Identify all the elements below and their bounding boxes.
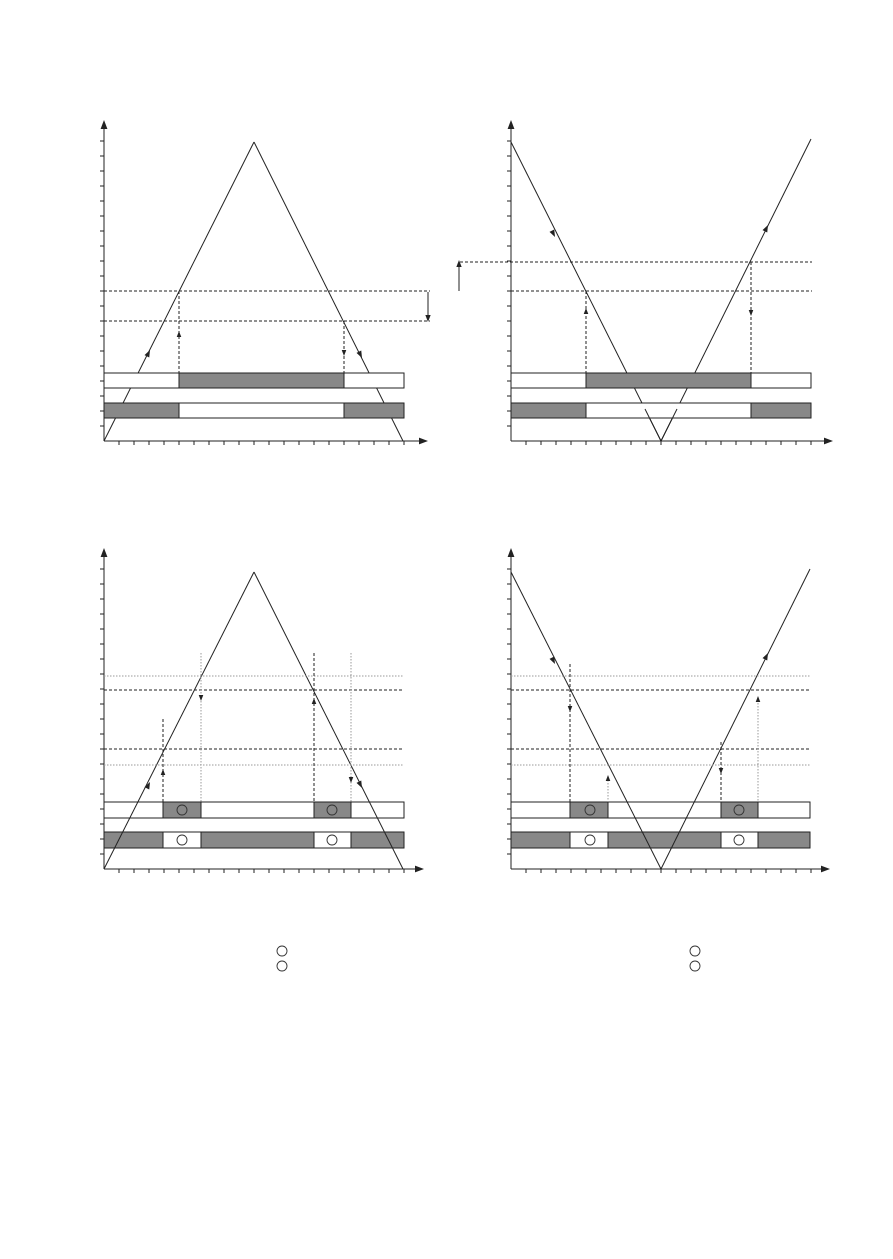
output-bar-upper-segment: [721, 802, 758, 818]
signal-falling-edge: [511, 572, 661, 869]
output-bar-upper-segment: [758, 802, 810, 818]
signal-direction-arrow: [762, 225, 768, 232]
output-bar-lower-segment: [511, 832, 570, 848]
output-bar-upper-segment: [179, 373, 344, 388]
switch-arrow: [199, 695, 204, 701]
signal-direction-arrow: [356, 351, 362, 358]
legend-circle-marker: [690, 946, 700, 956]
signal-direction-arrow: [549, 657, 555, 664]
switch-arrow: [342, 350, 347, 356]
signal-direction-arrow: [762, 653, 768, 660]
panel-rising-then-falling-hysteresis: [100, 120, 431, 445]
signal-rising-edge: [104, 572, 254, 869]
y-axis-arrowhead: [101, 548, 108, 557]
output-bar-lower-segment: [721, 832, 758, 848]
signal-rising-edge: [661, 569, 810, 869]
signal-direction-arrow: [144, 350, 150, 357]
output-bar-lower-segment: [314, 832, 351, 848]
legend-circle-marker: [690, 961, 700, 971]
output-bar-lower-segment: [201, 832, 314, 848]
switch-arrow: [749, 310, 754, 316]
x-axis-arrowhead: [821, 866, 830, 873]
legend-circle-marker: [277, 946, 287, 956]
output-bar-upper-segment: [586, 373, 751, 388]
marker-legends: [277, 946, 700, 971]
switch-arrow: [606, 775, 611, 781]
output-bar-upper-segment: [751, 373, 811, 388]
switch-arrow: [568, 706, 573, 712]
output-bar-lower-segment: [751, 403, 811, 418]
output-bar-upper-segment: [201, 802, 314, 818]
output-bar-lower-segment: [163, 832, 201, 848]
output-bar-upper-segment: [351, 802, 404, 818]
legend-circle-marker: [277, 961, 287, 971]
hysteresis-arrow: [456, 260, 461, 267]
output-bar-lower-segment: [179, 403, 344, 418]
switch-arrow: [349, 777, 354, 783]
switch-arrow: [161, 769, 166, 775]
output-bar-upper-segment: [314, 802, 351, 818]
switch-arrow: [756, 696, 761, 702]
output-bar-lower-segment: [570, 832, 608, 848]
switch-arrow: [177, 331, 182, 337]
x-axis-arrowhead: [415, 866, 424, 873]
output-bar-upper-segment: [570, 802, 608, 818]
output-bar-lower-segment: [104, 403, 179, 418]
signal-direction-arrow: [356, 781, 362, 788]
output-bar-upper-segment: [163, 802, 201, 818]
x-axis-arrowhead: [824, 438, 833, 445]
output-bar-upper-segment: [608, 802, 721, 818]
signal-direction-arrow: [549, 230, 555, 237]
output-bar-upper-segment: [511, 373, 586, 388]
x-axis-arrowhead: [419, 438, 428, 445]
output-bar-lower-segment: [511, 403, 586, 418]
y-axis-arrowhead: [508, 548, 515, 557]
output-bar-lower-segment: [104, 832, 163, 848]
panel-falling-then-rising-hysteresis: [456, 120, 833, 445]
panel-falling-then-rising-window: [507, 548, 830, 873]
output-bar-lower-segment: [586, 403, 751, 418]
switch-arrow: [584, 308, 589, 314]
output-bar-upper-segment: [511, 802, 570, 818]
output-bar-upper-segment: [104, 373, 179, 388]
switch-arrow: [719, 768, 724, 774]
output-bar-upper-segment: [344, 373, 404, 388]
y-axis-arrowhead: [101, 120, 108, 129]
y-axis-arrowhead: [508, 120, 515, 129]
panel-rising-then-falling-window: [100, 548, 424, 873]
output-bar-lower-segment: [344, 403, 404, 418]
output-bar-lower-segment: [351, 832, 404, 848]
signal-rising-edge: [661, 139, 811, 441]
output-bar-lower-segment: [608, 832, 721, 848]
signal-falling-edge: [254, 572, 403, 869]
output-bar-lower-segment: [758, 832, 810, 848]
switch-arrow: [312, 698, 317, 704]
